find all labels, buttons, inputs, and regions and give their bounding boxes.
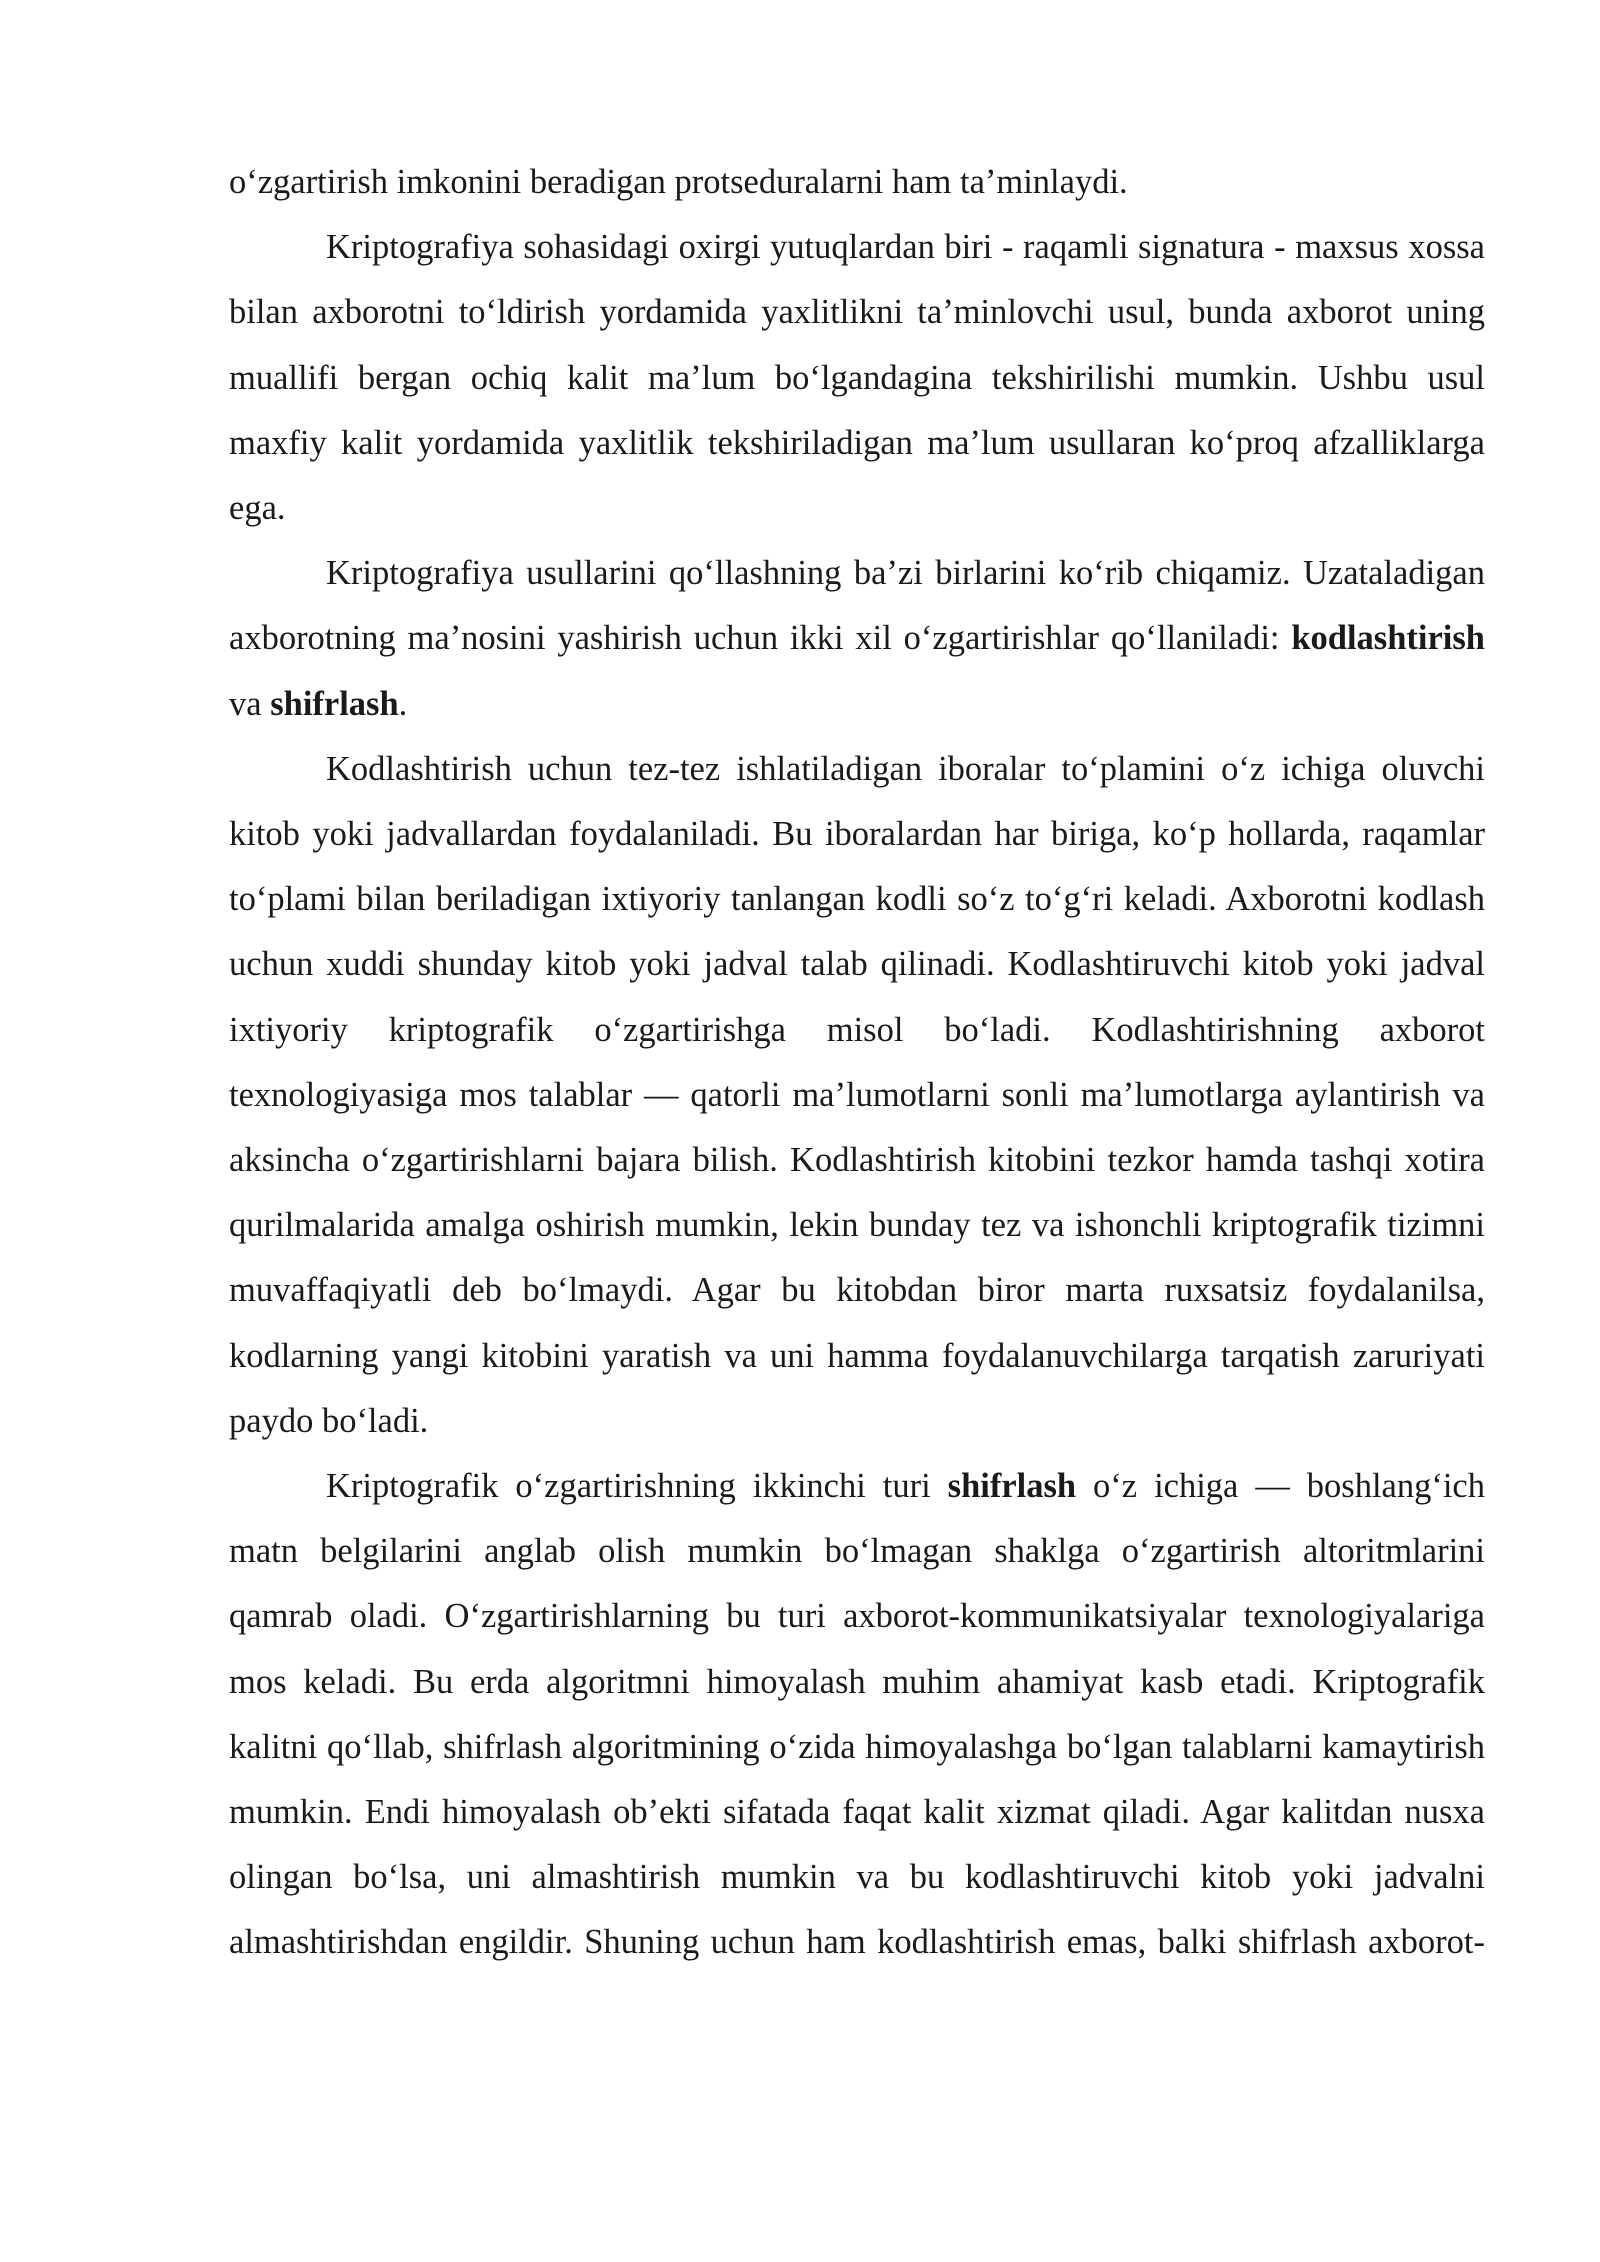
paragraph-text: Kodlashtirish uchun tez-tez ishlatiladigan iboralar toʻplamini oʻz ichiga oluvchi kitob yoki jadvallardan foydalaniladi. Bu iboralardan har biriga, koʻp hollarda, raqamlar toʻplami bilan beriladigan ixtiyoriy tanlangan kodli soʻz toʻgʻri keladi. Axborotni kodlash uchun xuddi shunday kitob yoki jadval talab qilinadi. Kodlashtiruvchi kitob yoki jadval ixtiyoriy kriptografik oʻzgartirishga misol boʻladi. Kodlashtirishning axborot texnologiyasiga mos talablar — qatorli maʼlumotlarni sonli maʼlumotlarga aylantirish va aksincha oʻzgartirishlarni bajara bilish. Kodlashtirish kitobini tezkor hamda tashqi xotira qurilmalarida amalga oshirish mumkin, lekin bunday tez va ishonchli kriptografik tizimni muvaffaqiyatli deb boʻlmaydi. Agar bu kitobdan biror marta ruxsatsiz foydalanilsa, kodlarning yangi kitobini yaratish va uni hamma foydalanuvchilarga tarqatish zaruriyati paydo boʻladi. [229, 749, 1485, 1440]
bold-term-shifrlash: shifrlash [270, 684, 399, 723]
paragraph-continuation [229, 150, 1485, 215]
paragraph-encoding [229, 737, 1485, 1454]
paragraph-encryption [229, 1454, 1485, 1976]
document-page [229, 150, 1485, 1976]
paragraph-crypto-methods [229, 541, 1485, 737]
paragraph-text: oʻz ichiga — boshlangʻich matn belgilarini anglab olish mumkin boʻlmagan shaklga oʻzgartirish altoritmlarini qamrab oladi. Oʻzgartirishlarning bu turi axborot-kommunikatsiyalar texnologiyalariga mos keladi. Bu erda algoritmni himoyalash muhim ahamiyat kasb etadi. Kriptografik kalitni qoʻllab, shifrlash algoritmining oʻzida himoyalashga boʻlgan talablarni kamaytirish mumkin. Endi himoyalash obʼekti sifatada faqat kalit xizmat qiladi. Agar kalitdan nusxa olingan boʻlsa, uni almashtirish mumkin va bu kodlashtiruvchi kitob yoki jadvalni almashtirishdan engildir. Shuning uchun ham kodlashtirish emas, balki shifrlash axborot- [229, 1467, 1485, 1962]
bold-term-shifrlash: shifrlash [947, 1467, 1077, 1506]
paragraph-text: va [229, 684, 271, 723]
paragraph-digital-signature [229, 215, 1485, 541]
paragraph-text: Kriptografiya sohasidagi oxirgi yutuqlardan biri - raqamli signatura - maxsus xossa bilan axborotni toʻldirish yordamida yaxlitlikni taʼminlovchi usul, bunda axborot uning muallifi bergan ochiq kalit maʼlum boʻlgandagina tekshirilishi mumkin. Ushbu usul maxfiy kalit yordamida yaxlitlik tekshiriladigan maʼlum usullaran koʻproq afzalliklarga ega. [229, 228, 1485, 528]
paragraph-text: Kriptografik oʻzgartirishning ikkinchi turi [326, 1467, 948, 1506]
bold-term-kodlashtirish: kodlashtirish [1291, 619, 1485, 658]
paragraph-text: Kriptografiya usullarini qoʻllashning baʼzi birlarini koʻrib chiqamiz. Uzataladigan axborotning maʼnosini yashirish uchun ikki xil oʻzgartirishlar qoʻllaniladi: [229, 554, 1485, 658]
paragraph-text: . [398, 684, 408, 723]
paragraph-text: oʻzgartirish imkonini beradigan protseduralarni ham taʼminlaydi. [229, 163, 1128, 201]
